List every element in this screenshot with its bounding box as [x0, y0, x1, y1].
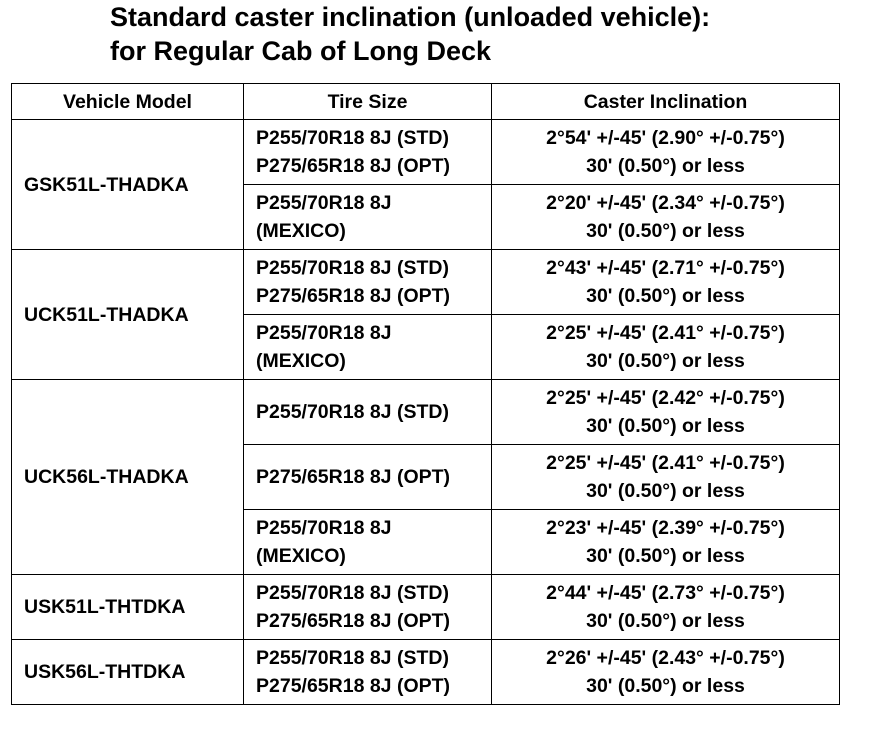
page-title [110, 0, 710, 68]
tire-size-line: P275/65R18 8J (OPT) [256, 610, 451, 632]
header-caster-inclination: Caster Inclination [492, 84, 840, 120]
caster-value: 2°23' +/-45' (2.39° +/-0.75°) [546, 517, 785, 539]
header-row [12, 84, 840, 120]
tire-size-cell [244, 315, 492, 380]
tire-size-cell [244, 250, 492, 315]
table-row [12, 250, 840, 315]
table-row [12, 380, 840, 445]
caster-cell [492, 315, 840, 380]
caster-limit: 30' (0.50°) or less [586, 610, 745, 632]
caster-cell [492, 185, 840, 250]
header-vehicle-model: Vehicle Model [12, 84, 244, 120]
table-row [12, 120, 840, 185]
vehicle-model-cell: USK51L-THTDKA [12, 575, 244, 640]
tire-size-cell [244, 640, 492, 705]
caster-limit: 30' (0.50°) or less [586, 350, 745, 372]
table-header [12, 84, 840, 120]
tire-size-line: P275/65R18 8J (OPT) [256, 155, 451, 177]
caster-limit: 30' (0.50°) or less [586, 155, 745, 177]
tire-size-line: P255/70R18 8J [256, 322, 392, 344]
tire-size-cell [244, 380, 492, 445]
caster-limit: 30' (0.50°) or less [586, 285, 745, 307]
tire-size-line: P275/65R18 8J (OPT) [256, 466, 451, 488]
vehicle-model-cell: USK56L-THTDKA [12, 640, 244, 705]
tire-size-cell [244, 120, 492, 185]
caster-value: 2°26' +/-45' (2.43° +/-0.75°) [546, 647, 785, 669]
caster-cell [492, 640, 840, 705]
caster-value: 2°54' +/-45' (2.90° +/-0.75°) [546, 127, 785, 149]
table-body [12, 120, 840, 705]
caster-cell [492, 575, 840, 640]
caster-value: 2°44' +/-45' (2.73° +/-0.75°) [546, 582, 785, 604]
tire-size-line: P255/70R18 8J [256, 517, 392, 539]
vehicle-model-cell: UCK56L-THADKA [12, 380, 244, 575]
tire-size-line: P255/70R18 8J (STD) [256, 127, 449, 149]
tire-size-line: P255/70R18 8J (STD) [256, 582, 449, 604]
caster-limit: 30' (0.50°) or less [586, 220, 745, 242]
caster-value: 2°25' +/-45' (2.42° +/-0.75°) [546, 387, 785, 409]
caster-value: 2°20' +/-45' (2.34° +/-0.75°) [546, 192, 785, 214]
caster-cell [492, 445, 840, 510]
caster-value: 2°25' +/-45' (2.41° +/-0.75°) [546, 322, 785, 344]
vehicle-model-cell: UCK51L-THADKA [12, 250, 244, 380]
header-tire-size: Tire Size [244, 84, 492, 120]
caster-limit: 30' (0.50°) or less [586, 675, 745, 697]
tire-size-line: P255/70R18 8J (STD) [256, 257, 449, 279]
caster-value: 2°43' +/-45' (2.71° +/-0.75°) [546, 257, 785, 279]
tire-size-line: P275/65R18 8J (OPT) [256, 675, 451, 697]
caster-cell [492, 120, 840, 185]
caster-limit: 30' (0.50°) or less [586, 480, 745, 502]
tire-size-line: P255/70R18 8J [256, 192, 392, 214]
tire-size-cell [244, 510, 492, 575]
tire-size-cell [244, 185, 492, 250]
tire-size-line: (MEXICO) [256, 350, 346, 372]
caster-value: 2°25' +/-45' (2.41° +/-0.75°) [546, 452, 785, 474]
tire-size-line: P255/70R18 8J (STD) [256, 647, 449, 669]
tire-size-line: (MEXICO) [256, 545, 346, 567]
caster-cell [492, 380, 840, 445]
table-row [12, 575, 840, 640]
caster-cell [492, 250, 840, 315]
tire-size-cell [244, 445, 492, 510]
caster-limit: 30' (0.50°) or less [586, 415, 745, 437]
caster-limit: 30' (0.50°) or less [586, 545, 745, 567]
tire-size-line: P255/70R18 8J (STD) [256, 401, 449, 423]
caster-cell [492, 510, 840, 575]
caster-inclination-table [11, 83, 840, 705]
vehicle-model-cell: GSK51L-THADKA [12, 120, 244, 250]
tire-size-cell [244, 575, 492, 640]
title-line-1: Standard caster inclination (unloaded vehicle): [110, 2, 711, 32]
table-row [12, 640, 840, 705]
tire-size-line: P275/65R18 8J (OPT) [256, 285, 451, 307]
tire-size-line: (MEXICO) [256, 220, 346, 242]
title-line-2: for Regular Cab of Long Deck [110, 36, 492, 66]
